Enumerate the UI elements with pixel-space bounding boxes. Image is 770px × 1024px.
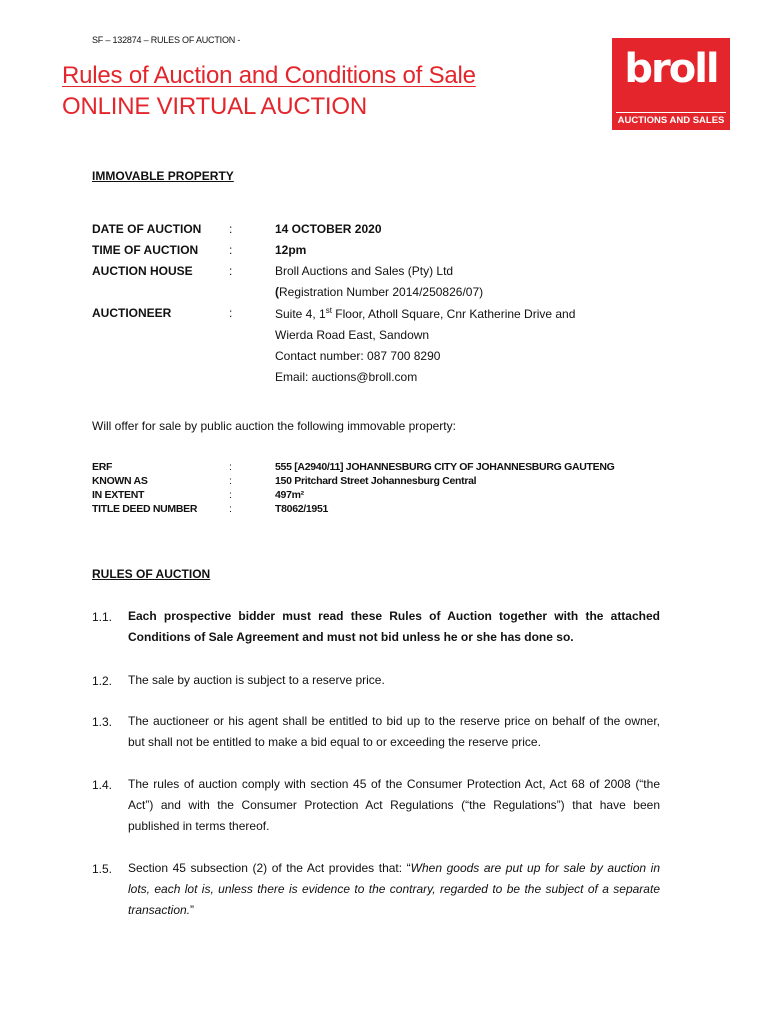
time-of-auction-value: 12pm	[275, 243, 307, 257]
auctioneer-email: Email: auctions@broll.com	[275, 370, 418, 384]
time-of-auction-label: TIME OF AUCTION	[92, 243, 199, 257]
broll-logo	[612, 38, 730, 130]
rule-number: 1.1.	[92, 610, 113, 624]
auctioneer-address-line2: Wierda Road East, Sandown	[275, 328, 430, 342]
rule-text-quote: When goods are put up for sale by auction in lots, each lot is, unless there is evidence to the contrary, regarded to be the subject of a separate transaction.	[128, 861, 660, 917]
logo-subtitle: AUCTIONS AND SALES	[617, 115, 725, 126]
section-heading-rules-of-auction: RULES OF AUCTION	[92, 567, 211, 581]
colon: :	[229, 264, 233, 278]
rule-number: 1.4.	[92, 778, 113, 792]
rule-number: 1.5.	[92, 862, 113, 876]
colon: :	[229, 461, 232, 473]
rule-text-end: ”	[190, 903, 195, 917]
auctioneer-address-line1	[275, 306, 575, 321]
erf-label: ERF	[92, 461, 113, 473]
extent-label: IN EXTENT	[92, 489, 145, 501]
known-as-value: 150 Pritchard Street Johannesburg Central	[275, 475, 477, 487]
rule-text: Each prospective bidder must read these Rules of Auction together with the attached Conditions of Sale Agreement and must not bid unless he or she has done so.	[128, 609, 660, 644]
document-subtitle: ONLINE VIRTUAL AUCTION	[62, 93, 367, 120]
registration-text: Registration Number 2014/250826/07)	[279, 285, 484, 299]
logo-word: broll	[624, 46, 718, 92]
auction-house-label: AUCTION HOUSE	[92, 264, 193, 278]
document-title: Rules of Auction and Conditions of Sale	[62, 62, 476, 89]
rule-text-plain: Section 45 subsection (2) of the Act provides that: “	[128, 861, 411, 875]
registration-paren: (	[275, 285, 279, 299]
erf-value: 555 [A2940/11] JOHANNESBURG CITY OF JOHANNESBURG GAUTENG	[275, 461, 615, 473]
document-reference: SF – 132874 – RULES OF AUCTION -	[92, 35, 241, 45]
date-of-auction-label: DATE OF AUCTION	[92, 222, 202, 236]
colon: :	[229, 475, 232, 487]
rule-text: The rules of auction comply with section 45 of the Consumer Protection Act, Act 68 of 2008 (“the Act”) and with the Consumer Protection Act Regulations (“the Regulations”) that have been published in terms thereof.	[128, 777, 660, 833]
logo-divider	[616, 112, 726, 113]
title-deed-value: T8062/1951	[275, 503, 329, 515]
rule-number: 1.3.	[92, 715, 113, 729]
address-part: Floor, Atholl Square, Cnr Katherine Drive and	[331, 307, 576, 321]
rule-text	[128, 858, 660, 921]
rule-text: The sale by auction is subject to a reserve price.	[128, 673, 385, 687]
section-heading-immovable-property: IMMOVABLE PROPERTY	[92, 169, 234, 183]
auctioneer-label: AUCTIONEER	[92, 306, 172, 320]
known-as-label: KNOWN AS	[92, 475, 148, 487]
title-deed-label: TITLE DEED NUMBER	[92, 503, 198, 515]
colon: :	[229, 489, 232, 501]
rule-text: The auctioneer or his agent shall be entitled to bid up to the reserve price on behalf of the owner, but shall not be entitled to make a bid equal to or exceeding the reserve price.	[128, 714, 660, 749]
colon: :	[229, 243, 233, 257]
colon: :	[229, 306, 233, 320]
colon: :	[229, 503, 232, 515]
rule-number: 1.2.	[92, 674, 113, 688]
auctioneer-contact: Contact number: 087 700 8290	[275, 349, 441, 363]
sale-intro-text: Will offer for sale by public auction the following immovable property:	[92, 419, 456, 433]
address-part: Suite 4, 1	[275, 307, 326, 321]
auction-house-registration	[275, 285, 483, 299]
colon: :	[229, 222, 233, 236]
auction-house-name: Broll Auctions and Sales (Pty) Ltd	[275, 264, 454, 278]
date-of-auction-value: 14 OCTOBER 2020	[275, 222, 382, 236]
address-superscript: st	[325, 306, 332, 315]
extent-value: 497m²	[275, 489, 304, 501]
